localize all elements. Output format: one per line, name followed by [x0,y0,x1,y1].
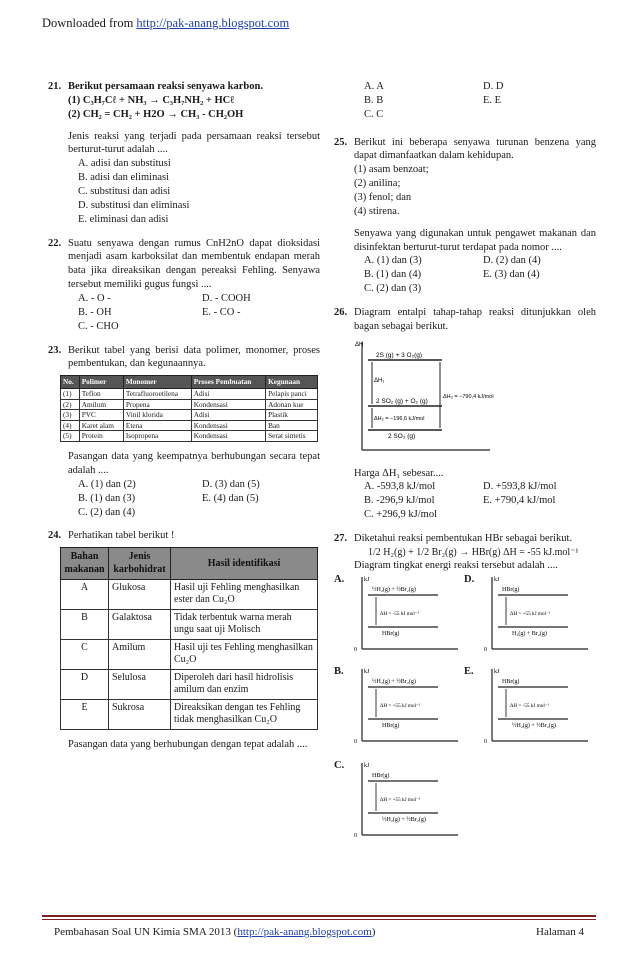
options-grid [334,480,596,522]
energy-diagram-svg [352,665,462,749]
option-c[interactable]: C. +296,9 kJ/mol [364,509,438,521]
level-bottom-label: ½H₂(g) + ½Br₂(g) [512,722,556,729]
table-cell: Direaksikan dengan tes Fehling tidak menghasilkan Cu₂O [171,699,318,729]
energy-diagram-svg [482,573,592,657]
diagram-option-e[interactable] [464,665,590,751]
option-b[interactable]: B. (1) dan (3) [78,492,136,504]
option-e[interactable]: E. - CO - [202,306,241,318]
level-bottom-label: H₂(g) + Br₂(g) [512,630,547,637]
right-column [334,80,596,845]
question-prompt: Pasangan data yang keempatnya berhubungan secara tepat adalah .... [68,451,320,476]
option-a[interactable]: A. (1) dan (2) [78,478,136,490]
reaction-equation: 1/2 H₂(g) + 1/2 Br₂(g) → HBr(g) ΔH = -55 kJ.mol⁻¹ [368,546,579,558]
table-cell: Isopropena [123,431,191,442]
table-header: Jenis karbohidrat [109,548,171,579]
diagram-option-label: C. [334,759,345,771]
level-bottom-label: HBr(g) [382,630,400,637]
axis-zero: 0 [354,832,357,839]
question-26 [334,306,596,522]
table-cell: Hasil uji tes Fehling menghasilkan Cu₂O [171,639,318,669]
footer-rule-thin [42,919,596,920]
table-row [61,399,318,410]
question-text: Berikut persamaan reaksi senyawa karbon. [68,81,263,92]
axis-unit: kJ [494,668,500,675]
dh1-label: ΔH₁ [374,377,385,384]
polymer-table [60,375,318,442]
level-top-label: HBr(g) [372,772,390,779]
table-cell: Kondensasi [191,420,265,431]
option-d[interactable]: D. (3) dan (5) [202,478,260,490]
carbohydrate-table [60,547,318,729]
axis-unit: kJ [364,668,370,675]
table-cell: Kondensasi [191,399,265,410]
question-prompt: Jenis reaksi yang terjadi pada persamaan reaksi tersebut berturut-turut adalah .... [68,130,320,156]
option-e[interactable]: E. (4) dan (5) [202,492,259,504]
level-top-label: 2S (g) + 3 O₂(g) [376,351,423,359]
options-grid [48,292,320,334]
question-prompt: Harga ΔH₁ sebesar.... [354,467,444,479]
question-number: 25. [334,136,348,148]
table-cell: D [61,669,109,699]
energy-diagram-svg [482,665,592,749]
question-text: Berikut ini beberapa senyawa turunan benzena yang dapat dimanfaatkan dalam kehidupan. [354,136,596,162]
option-a[interactable]: A. (1) dan (3) [364,255,422,267]
table-cell: Plastik [266,410,318,421]
table-cell: Galaktosa [109,609,171,639]
table-cell: A [61,579,109,609]
question-number: 21. [48,81,62,92]
table-cell: B [61,609,109,639]
dh-label: ΔH = -55 kJ mol⁻¹ [380,610,420,617]
page-number: Halaman 4 [536,926,584,938]
option-c[interactable]: C. C [364,108,384,120]
options-grid [334,254,596,296]
question-22 [48,237,320,334]
option-e[interactable]: E. E [483,94,502,106]
table-row [61,420,318,431]
option-a[interactable]: A. adisi dan substitusi [78,158,171,170]
question-text: Diketahui reaksi pembentukan HBr sebagai berikut. [354,533,573,545]
enthalpy-diagram-svg [354,338,494,456]
diagram-option-d[interactable] [464,573,590,659]
axis-zero: 0 [354,646,357,653]
question-prompt: Pasangan data yang berhubungan dengan tepat adalah .... [68,738,308,750]
table-row [61,410,318,421]
table-row [61,699,318,729]
level-bottom-label: ½H₂(g) + ½Br₂(g) [382,816,426,823]
equation-1: (1) C₃H₇Cℓ + NH₃ → C₃H₇NH₂ + HCℓ [68,94,235,106]
table-cell: Tetrafluoroetilena [123,388,191,399]
energy-diagram-svg [352,573,462,657]
page-footer [42,915,596,938]
option-a[interactable]: A. - O - [78,293,111,305]
footer-prefix: Pembahasan Soal UN Kimia SMA 2013 ( [54,926,238,938]
axis-label: ΔH [355,341,364,348]
axis-unit: kJ [364,576,370,583]
footer-source [54,926,375,938]
table-cell: Protein [79,431,123,442]
table-row [61,639,318,669]
table-header: Proses Pembuatan [191,376,265,389]
table-cell: Karet alam [79,420,123,431]
axis-unit: kJ [364,762,370,769]
option-d[interactable]: D. D [483,81,504,92]
table-cell: Teflon [79,388,123,399]
equation-2: (2) CH₂ = CH₂ + H2O → CH₃ - CH₂OH [68,108,244,120]
diagram-option-label: D. [464,573,475,585]
table-cell: Propena [123,399,191,410]
table-cell: Diperoleh dari hasil hidrolisis amilum dan enzim [171,669,318,699]
dh-label: ΔH = +55 kJ mol⁻¹ [510,610,551,617]
table-cell: (1) [61,388,80,399]
header-link[interactable]: http://pak-anang.blogspot.com [136,16,290,30]
table-row [61,388,318,399]
option-b[interactable]: B. B [364,94,384,106]
list-item: (1) asam benzoat; [354,164,429,176]
dh-label: ΔH = +55 kJ mol⁻¹ [380,796,421,803]
diagram-option-label: B. [334,665,344,677]
question-27 [334,532,596,839]
table-cell: Serat sintetis [266,431,318,442]
table-row [61,669,318,699]
table-cell: Vinil klorida [123,410,191,421]
level-top-label: HBr(g) [502,678,520,685]
level-top-label: ½H₂(g) + ½Br₂(g) [372,678,416,685]
dh-label: ΔH = +55 kJ mol⁻¹ [380,702,421,709]
question-24 [48,529,320,751]
table-row [61,609,318,639]
table-cell: Tidak terbentuk warna merah ungu saat uji Molisch [171,609,318,639]
question-25 [334,136,596,296]
axis-unit: kJ [494,576,500,583]
option-d[interactable]: D. +593,8 kJ/mol [483,481,557,493]
dh3-label: ΔH₃ = −790,4 kJ/mol [443,393,494,400]
header-prefix: Downloaded from [42,16,137,30]
enthalpy-diagram [354,338,596,461]
question-number: 26. [334,307,348,319]
question-text: Berikut tabel yang berisi data polimer, monomer, proses pembentukan, dan kegunaannya. [68,344,320,370]
table-cell: E [61,699,109,729]
table-cell: Hasil uji Fehling menghasilkan ester dan Cu₂O [171,579,318,609]
option-d[interactable]: D. substitusi dan eliminasi [78,199,190,211]
dh-label: ΔH = -55 kJ mol⁻¹ [510,702,550,709]
table-header: Hasil identifikasi [171,548,318,579]
table-header: Bahan makanan [61,548,109,579]
table-header: No. [61,376,80,389]
table-cell: C [61,639,109,669]
option-c[interactable]: C. (2) dan (4) [78,506,136,518]
table-cell: Sukrosa [109,699,171,729]
table-row [61,579,318,609]
list-item: (3) fenol; dan [354,192,412,204]
option-e[interactable]: E. eliminasi dan adisi [78,213,169,225]
options-grid [334,80,596,122]
table-cell: Ban [266,420,318,431]
table-cell: Adisi [191,410,265,421]
table-cell: Etena [123,420,191,431]
table-cell: Pelapis panci [266,388,318,399]
table-header: Monomer [123,376,191,389]
diagram-option-label: E. [464,665,474,677]
table-cell: Glukosa [109,579,171,609]
question-text: Diagram entalpi tahap-tahap reaksi ditunjukkan oleh bagan sebagai berikut. [354,307,596,332]
level-bottom-label: HBr(g) [382,722,400,729]
table-cell: Selulosa [109,669,171,699]
option-b[interactable]: B. adisi dan eliminasi [78,172,169,184]
footer-suffix: ) [371,926,376,938]
footer-link[interactable]: http://pak-anang.blogspot.com [237,926,372,938]
option-c[interactable]: C. - CHO [78,320,119,332]
diagram-option-label: A. [334,573,345,585]
diagram-option-c[interactable] [334,759,460,845]
level-mid-label: 2 SO₂ (g) + O₂ (g) [376,397,428,405]
question-number: 22. [48,237,62,249]
table-cell: Adonan kue [266,399,318,410]
axis-zero: 0 [354,738,357,745]
table-cell: (5) [61,431,80,442]
question-prompt: Diagram tingkat energi reaksi tersebut adalah .... [354,560,558,572]
list-item: (4) stirena. [354,205,400,217]
question-24-options [334,80,596,122]
option-b[interactable]: B. - OH [78,306,112,318]
table-cell: Adisi [191,388,265,399]
question-number: 23. [48,344,62,356]
table-header: Polimer [79,376,123,389]
table-header: Kegunaan [266,376,318,389]
left-column [48,80,320,761]
table-cell: Kondensasi [191,431,265,442]
table-cell: Amilum [109,639,171,669]
energy-diagram-svg [352,759,462,843]
table-row [61,431,318,442]
options-grid [48,478,320,520]
question-number: 27. [334,533,348,545]
question-23 [48,344,320,520]
table-cell: (4) [61,420,80,431]
list-item: (2) anilina; [354,178,401,190]
option-a[interactable]: A. A [364,81,384,92]
footer-rule [42,915,596,917]
option-d[interactable]: D. (2) dan (4) [483,255,541,267]
option-e[interactable]: E. +790,4 kJ/mol [483,495,556,507]
option-c[interactable]: C. substitusi dan adisi [78,186,171,198]
question-text: Perhatikan tabel berikut ! [68,530,175,542]
option-a[interactable]: A. -593,8 kJ/mol [364,481,436,493]
diagram-option-b[interactable] [334,665,460,751]
table-cell: Amilum [79,399,123,410]
option-b[interactable]: B. -296,9 kJ/mol [364,495,435,507]
axis-zero: 0 [484,738,487,745]
table-cell: (3) [61,410,80,421]
level-top-label: HBr(g) [502,586,520,593]
table-cell: (2) [61,399,80,410]
table-cell: PVC [79,410,123,421]
question-number: 24. [48,530,62,542]
option-e[interactable]: E. (3) dan (4) [483,269,540,281]
question-21 [48,80,320,227]
option-c[interactable]: C. (2) dan (3) [364,283,422,295]
download-source-header [42,16,289,31]
axis-zero: 0 [484,646,487,653]
question-prompt: Senyawa yang digunakan untuk pengawet makanan dan disinfektan berturut-turut terdapat pada nomor .... [354,227,596,253]
option-d[interactable]: D. - COOH [202,293,251,305]
level-bottom-label: 2 SO₃ (g) [388,432,416,440]
diagram-option-a[interactable] [334,573,460,659]
energy-level-diagrams [334,573,596,839]
question-text: Suatu senyawa dengan rumus CnH2nO dapat dioksidasi menjadi asam karboksilat dan membentuk endapan merah bata jika direaksikan dengan pereaksi Fehling. Senyawa tersebut memiliki gugus fungsi .... [68,237,320,291]
level-top-label: ½H₂(g) + ½Br₂(g) [372,586,416,593]
option-b[interactable]: B. (1) dan (4) [364,269,422,281]
dh2-label: ΔH₂ = −196,6 kJ/mol [374,415,425,422]
